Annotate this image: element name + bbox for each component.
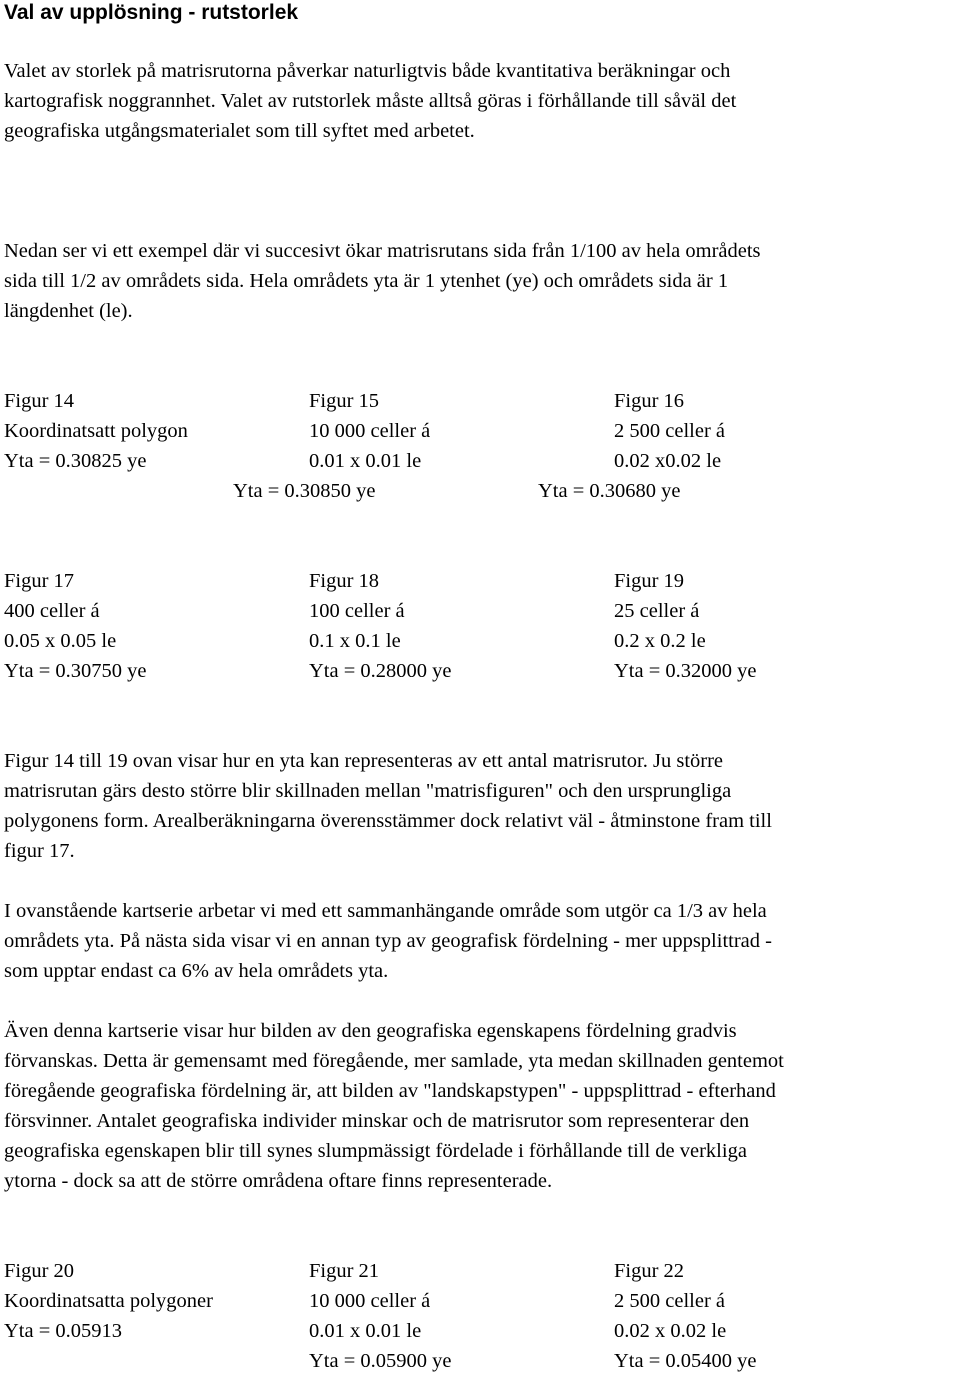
paragraph-figure-summary: Figur 14 till 19 ovan visar hur en yta kan representeras av ett antal matrisrutor. Ju större matrisrutan gärs desto större blir skillnaden mellan "matrisfiguren" och den ursprungliga polygonens form. Arealberäkningarna överensstämmer dock relativt väl - åtminstone fram till figur 17.	[4, 750, 772, 862]
figure-caption-20	[4, 1256, 213, 1346]
figure-label: Figur 16	[614, 390, 685, 412]
figure-area: Yta = 0.32000 ye	[614, 660, 757, 682]
figure-caption-18	[309, 566, 452, 686]
figure-cell-count: 400 celler á	[4, 600, 100, 622]
figure-cell-count: 10 000 celler á	[309, 420, 431, 442]
figure-cell-size: 0.05 x 0.05 le	[4, 630, 117, 652]
figure-area: Yta = 0.05400 ye	[614, 1350, 757, 1372]
figure-area: Yta = 0.30850 ye	[233, 480, 376, 502]
figure-cell-count: 2 500 celler á	[614, 1290, 725, 1312]
figure-area: Yta = 0.05900 ye	[309, 1350, 452, 1372]
figure-label: Figur 19	[614, 570, 685, 592]
paragraph-example: Nedan ser vi ett exempel där vi succesivt ökar matrisrutans sida från 1/100 av hela områdets sida till 1/2 av områdets sida. Hela områdets yta är 1 ytenhet (ye) och områdets sida är 1 längdenhet (le).	[4, 240, 761, 322]
figure-caption-16	[538, 386, 757, 506]
figure-label: Figur 17	[4, 570, 75, 592]
figure-cell-size: 0.1 x 0.1 le	[309, 630, 401, 652]
paragraph-series-area: I ovanstående kartserie arbetar vi med ett sammanhängande område som utgör ca 1/3 av hela områdets yta. På nästa sida visar vi en annan typ av geografisk fördelning - mer uppsplittrad - som upptar endast ca 6% av hela områdets yta.	[4, 900, 772, 982]
figure-label: Figur 14	[4, 390, 75, 412]
figure-cell-count: 25 celler á	[614, 600, 700, 622]
paragraph-intro: Valet av storlek på matrisrutorna påverkar naturligtvis både kvantitativa beräkningar och kartografisk noggrannhet. Valet av rutstorlek måste alltså göras i förhållande till såväl det geografiska utgångsmaterialet som till syftet med arbetet.	[4, 60, 737, 142]
figure-caption-19	[614, 566, 757, 686]
figure-cell-count: 2 500 celler á	[614, 420, 725, 442]
figure-label: Figur 20	[4, 1260, 75, 1282]
figure-caption-22	[614, 1256, 757, 1376]
figure-cell-size: 0.01 x 0.01 le	[309, 1320, 422, 1342]
figure-cell-size: 0.02 x 0.02 le	[614, 1320, 727, 1342]
figure-caption-15	[233, 386, 452, 506]
figure-caption-21	[309, 1256, 452, 1376]
figure-label: Figur 22	[614, 1260, 685, 1282]
figure-cell-size: 0.02 x0.02 le	[614, 450, 722, 472]
figure-caption-17	[4, 566, 147, 686]
figure-label: Figur 21	[309, 1260, 380, 1282]
figure-cell-count: 100 celler á	[309, 600, 405, 622]
figure-area: Yta = 0.30750 ye	[4, 660, 147, 682]
figure-area: Yta = 0.30825 ye	[4, 450, 147, 472]
figure-area: Yta = 0.05913	[4, 1320, 123, 1342]
paragraph-distortion: Även denna kartserie visar hur bilden av den geografiska egenskapens fördelning gradvis förvanskas. Detta är gemensamt med föregående, mer samlade, yta medan skillnaden gentemot föregående geografiska fördelning är, att bilden av "landskapstypen" - uppsplittrad - efterhand försvinner. Antalet geografiska individer minskar och de matrisrutor som representerar den geografiska egenskapen blir till synes slumpmässigt fördelade i förhållande till de verkliga ytorna - dock sa att de större områdena oftare finns representerade.	[4, 1020, 784, 1192]
figure-description: Koordinatsatt polygon	[4, 420, 188, 442]
figure-area: Yta = 0.30680 ye	[538, 480, 681, 502]
figure-cell-size: 0.2 x 0.2 le	[614, 630, 706, 652]
figure-cell-size: 0.01 x 0.01 le	[309, 450, 422, 472]
figure-label: Figur 15	[309, 390, 380, 412]
figure-label: Figur 18	[309, 570, 380, 592]
figure-description: Koordinatsatta polygoner	[4, 1290, 213, 1312]
page-title: Val av upplösning - rutstorlek	[4, 1, 299, 24]
figure-cell-count: 10 000 celler á	[309, 1290, 431, 1312]
figure-area: Yta = 0.28000 ye	[309, 660, 452, 682]
figure-caption-14	[4, 386, 188, 476]
